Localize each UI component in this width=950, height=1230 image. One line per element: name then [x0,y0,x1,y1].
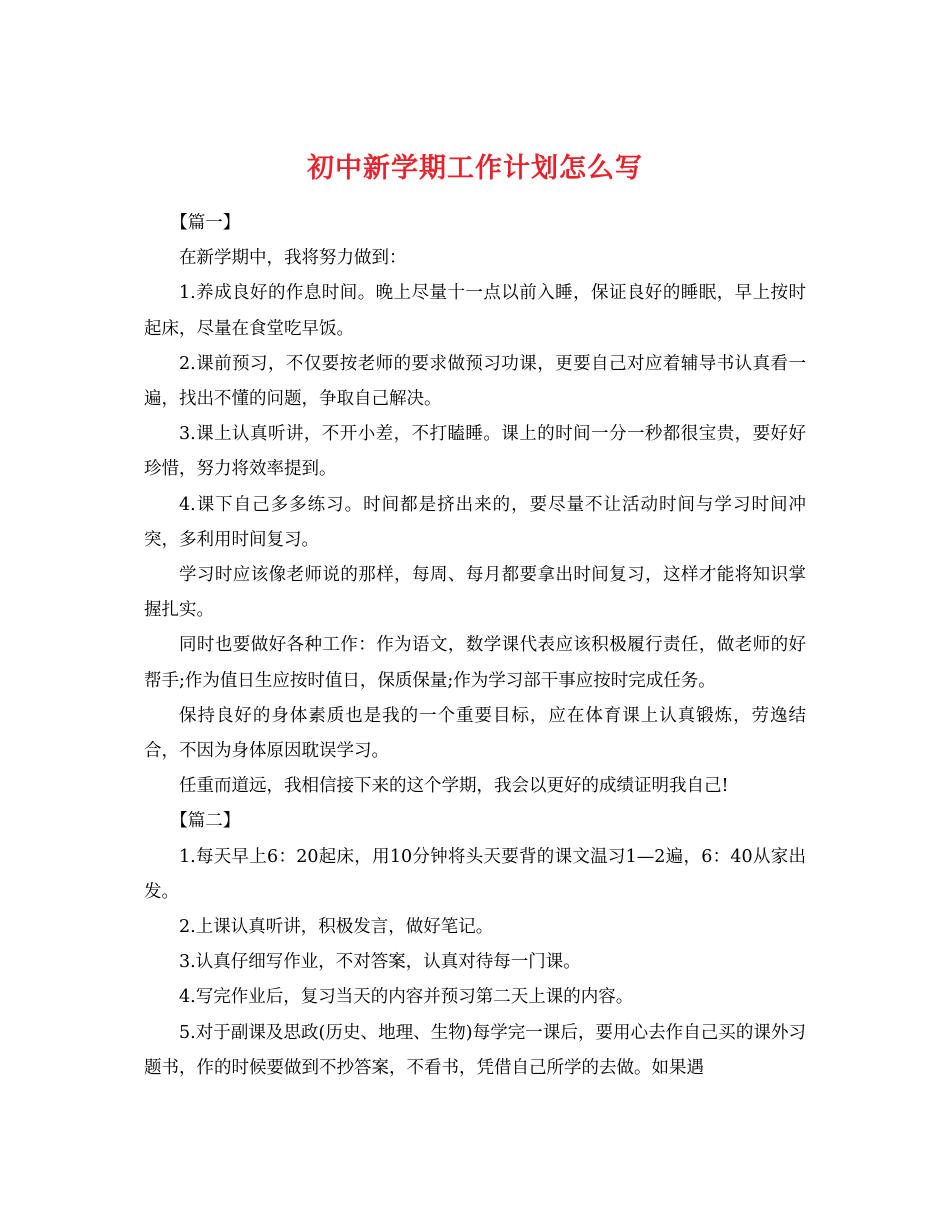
paragraph: 2.课前预习，不仅要按老师的要求做预习功课，更要自己对应着辅导书认真看一遍，找出不懂的问题，争取自己解决。 [144,353,806,410]
paragraph: 保持良好的身体素质也是我的一个重要目标，应在体育课上认真锻炼，劳逸结合，不因为身体原因耽误学习。 [144,705,806,762]
document-body [144,206,806,1086]
section-heading-1: 【篇一】 [170,213,241,233]
paragraph: 5.对于副课及思政(历史、地理、生物)每学完一课后，要用心去作自己买的课外习题书，作的时候要做到不抄答案，不看书，凭借自己所学的去做。如果遇 [144,1022,806,1078]
paragraph: 3.课上认真听讲，不开小差，不打瞌睡。课上的时间一分一秒都很宝贵，要好好珍惜，努力将效率提到。 [144,424,806,480]
paragraph: 4.课下自己多多练习。时间都是挤出来的，要尽量不让活动时间与学习时间冲突，多利用时间复习。 [144,494,806,550]
paragraph: 任重而道远，我相信接下来的这个学期，我会以更好的成绩证明我自己! [179,776,729,797]
paragraph: 3.认真仔细写作业，不对答案，认真对待每一门课。 [179,952,581,973]
section-heading-2: 【篇二】 [170,811,241,832]
paragraph: 同时也要做好各种工作：作为语文，数学课代表应该积极履行责任，做老师的好帮手;作为值日生应按时值日，保质保量;作为学习部干事应按时完成任务。 [144,635,806,691]
paragraph: 在新学期中，我将努力做到： [179,248,407,269]
paragraph: 学习时应该像老师说的那样，每周、每月都要拿出时间复习，这样才能将知识掌握扎实。 [144,565,806,621]
paragraph: 2.上课认真听讲，积极发言，做好笔记。 [179,917,494,938]
document-title: 初中新学期工作计划怎么写 [307,153,643,185]
paragraph: 1.每天早上6：20起床，用10分钟将头天要背的课文温习1—2遍，6：40从家出发。 [144,846,806,902]
paragraph: 4.写完作业后，复习当天的内容并预习第二天上课的内容。 [179,987,634,1008]
paragraph: 1.养成良好的作息时间。晚上尽量十一点以前入睡，保证良好的睡眠，早上按时起床，尽量在食堂吃早饭。 [144,283,806,339]
